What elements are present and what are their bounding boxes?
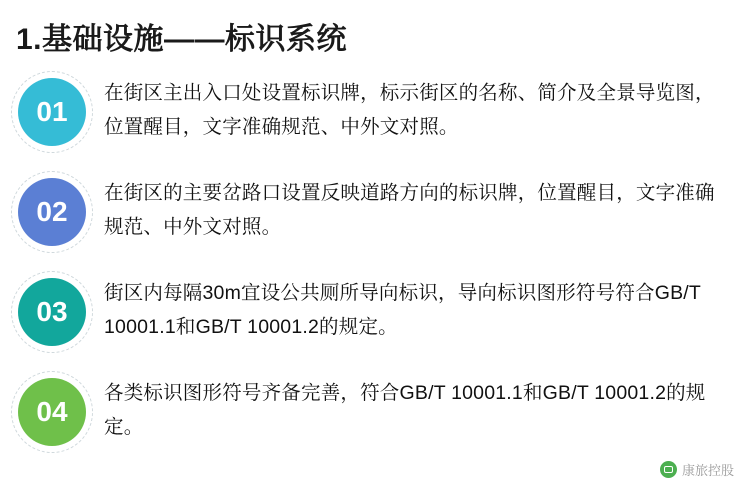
item-text: 在街区的主要岔路口设置反映道路方向的标识牌，位置醒目，文字准确规范、中外文对照。 (104, 182, 715, 238)
item-text: 街区内每隔30m宜设公共厕所导向标识，导向标识图形符号符合GB/T 10001.1和GB/T 10001.2的规定。 (104, 282, 701, 338)
badge-container (0, 176, 104, 246)
list-item (0, 76, 744, 164)
item-number-badge: 03 (18, 278, 86, 346)
badge-container (0, 376, 104, 446)
watermark (660, 460, 734, 479)
watermark-label: 康旅控股 (681, 463, 734, 478)
item-number-badge: 01 (18, 78, 86, 146)
numbered-item-list (0, 76, 744, 476)
camera-icon (660, 461, 677, 478)
list-item (0, 176, 744, 264)
page-title: 1.基础设施——标识系统 (16, 23, 348, 56)
badge-container (0, 76, 104, 146)
list-item (0, 376, 744, 464)
list-item (0, 276, 744, 364)
item-number-badge: 02 (18, 178, 86, 246)
item-text: 在街区主出入口处设置标识牌，标示街区的名称、简介及全景导览图，位置醒目，文字准确规范、中外文对照。 (104, 82, 715, 138)
item-number-badge: 04 (18, 378, 86, 446)
badge-container (0, 276, 104, 346)
item-text: 各类标识图形符号齐备完善，符合GB/T 10001.1和GB/T 10001.2的规定。 (104, 382, 706, 438)
